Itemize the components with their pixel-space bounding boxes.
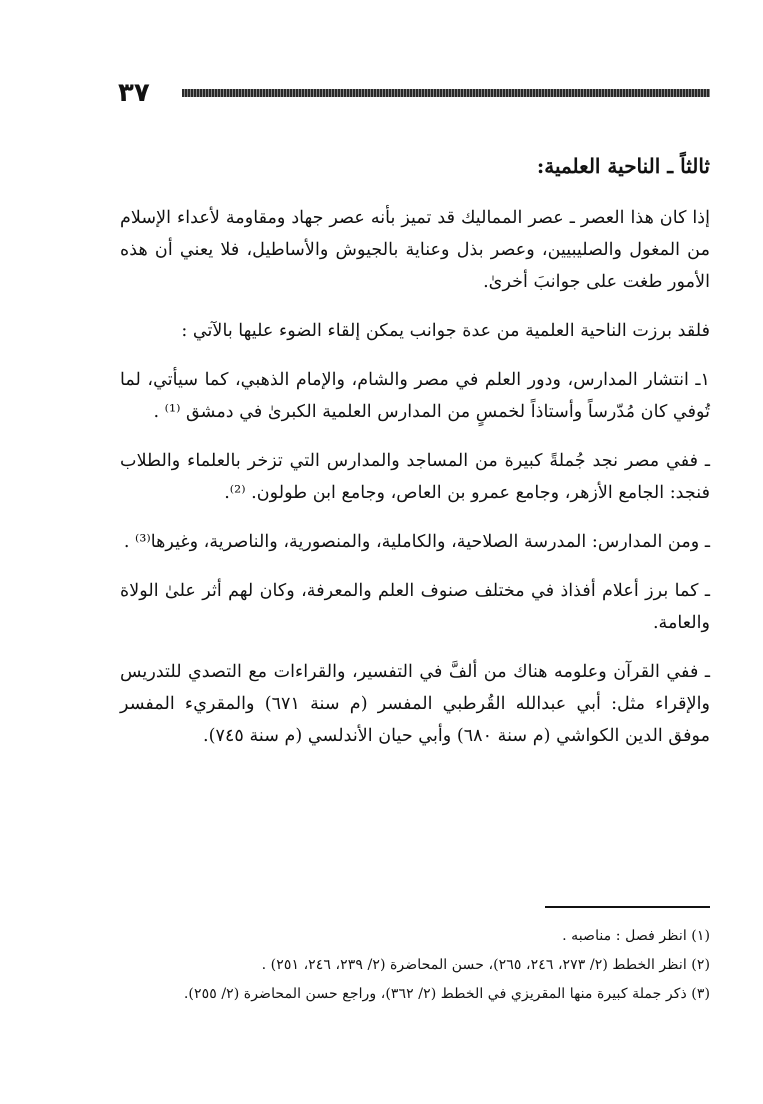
page-body [120, 150, 710, 769]
paragraph-schools-spread: ١ـ انتشار المدارس، ودور العلم في مصر والشام، والإمام الذهبي، كما سيأتي، لما تُوفي كان مُدّرساً وأستاذاً لخمسٍ من المدارس العلمية الكبرىٰ في دمشق ⁽¹⁾ . [120, 370, 710, 422]
paragraph-overview: فلقد برزت الناحية العلمية من عدة جوانب يمكن إلقاء الضوء عليها بالآتي : [181, 321, 710, 341]
section-heading: ثالثاً ـ الناحية العلمية: [536, 154, 710, 178]
page-number: ٣٧ [118, 78, 150, 108]
footnote-1: (١) انظر فصل : مناصبه . [562, 928, 710, 944]
paragraph-quran-studies: ـ ففي القرآن وعلومه هناك من ألفَّ في التفسير، والقراءات مع التصدي للتدريس والإقراء مثل: أبي عبدالله القُرطبي المفسر (م سنة ٦٧١) والمقريء المفسر موفق الدين الكواشي (م سنة ٦٨٠) وأبي حيان الأندلسي (م سنة ٧٤٥). [120, 662, 710, 746]
footnote-separator [545, 906, 710, 908]
footnote-3: (٣) ذكر جملة كبيرة منها المقريزي في الخطط (٢/ ٣٦٢)، وراجع حسن المحاضرة (٢/ ٢٥٥). [183, 986, 710, 1002]
paragraph-intro: إذا كان هذا العصر ـ عصر المماليك قد تميز بأنه عصر جهاد ومقاومة لأعداء الإسلام من المغول والصليبيين، وعصر بذل وعناية بالجيوش والأساطيل، فلا يعني أن هذه الأمور طغت على جوانبَ أخرىٰ. [120, 208, 710, 292]
footnotes [158, 906, 710, 1009]
page-header [118, 78, 710, 108]
footnote-2: (٢) انظر الخطط (٢/ ٢٧٣، ٢٤٦، ٢٦٥)، حسن المحاضرة (٢/ ٢٣٩، ٢٤٦، ٢٥١) . [261, 957, 710, 973]
header-rule [182, 89, 710, 97]
paragraph-egypt-mosques: ـ ففي مصر نجد جُملةً كبيرة من المساجد والمدارس التي تزخر بالعلماء والطلاب فنجد: الجامع الأزهر، وجامع عمرو بن العاص، وجامع ابن طولون. ⁽²⁾. [120, 451, 710, 503]
paragraph-scholars: ـ كما برز أعلام أفذاذ في مختلف صنوف العلم والمعرفة، وكان لهم أثر علىٰ الولاة والعامة. [120, 581, 710, 633]
paragraph-schools-list: ـ ومن المدارس: المدرسة الصلاحية، والكاملية، والمنصورية، والناصرية، وغيرها⁽³⁾ . [123, 532, 710, 552]
